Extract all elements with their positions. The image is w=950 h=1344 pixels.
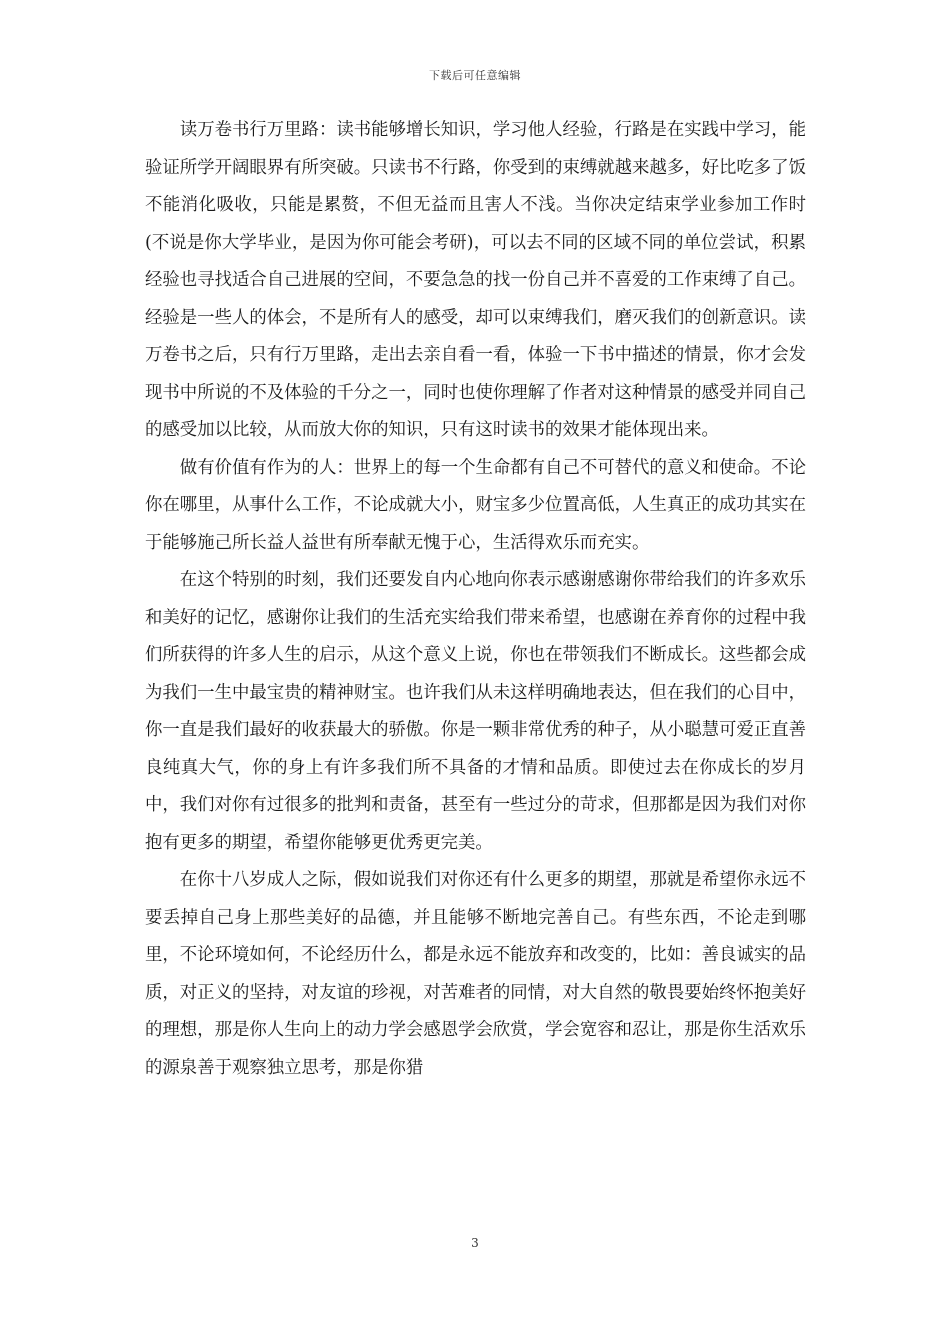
paragraph-read-and-travel: 读万卷书行万里路：读书能够增长知识，学习他人经验，行路是在实践中学习，能验证所学开阔眼界有所突破。只读书不行路，你受到的束缚就越来越多，好比吃多了饭不能消化吸收，只能是累赘，不但无益而且害人不浅。当你决定结束学业参加工作时(不说是你大学毕业，是因为你可能会考研)，可以去不同的区域不同的单位尝试，积累经验也寻找适合自己进展的空间，不要急急的找一份自己并不喜爱的工作束缚了自己。经验是一些人的体会，不是所有人的感受，却可以束缚我们，磨灭我们的创新意识。读万卷书之后，只有行万里路，走出去亲自看一看，体验一下书中描述的情景，你才会发现书中所说的不及体验的千分之一，同时也使你理解了作者对这种情景的感受并同自己的感受加以比较，从而放大你的知识，只有这时读书的效果才能体现出来。 [145, 120, 806, 440]
page-number: 3 [471, 1236, 479, 1250]
paragraph-gratitude: 在这个特别的时刻，我们还要发自内心地向你表示感谢感谢你带给我们的许多欢乐和美好的记忆，感谢你让我们的生活充实给我们带来希望，也感谢在养育你的过程中我们所获得的许多人生的启示，从这个意义上说，你也在带领我们不断成长。这些都会成为我们一生中最宝贵的精神财宝。也许我们从未这样明确地表达，但在我们的心目中，你一直是我们最好的收获最大的骄傲。你是一颗非常优秀的种子，从小聪慧可爱正直善良纯真大气，你的身上有许多我们所不具备的才情和品质。即使过去在你成长的岁月中，我们对你有过很多的批判和责备，甚至有一些过分的苛求，但那都是因为我们对你抱有更多的期望，希望你能够更优秀更完美。 [145, 570, 806, 853]
document-body [145, 112, 806, 1087]
paragraph-eighteen-expectations: 在你十八岁成人之际，假如说我们对你还有什么更多的期望，那就是希望你永远不要丢掉自己身上那些美好的品德，并且能够不断地完善自己。有些东西，不论走到哪里，不论环境如何，不论经历什么，都是永远不能放弃和改变的，比如：善良诚实的品质，对正义的坚持，对友谊的珍视，对苦难者的同情，对大自然的敬畏要始终怀抱美好的理想，那是你人生向上的动力学会感恩学会欣赏，学会宽容和忍让，那是你生活欢乐的源泉善于观察独立思考，那是你猎 [145, 870, 806, 1078]
page-header: 下载后可任意编辑 [429, 69, 521, 82]
paragraph-valuable-person: 做有价值有作为的人：世界上的每一个生命都有自己不可替代的意义和使命。不论你在哪里，从事什么工作，不论成就大小，财宝多少位置高低，人生真正的成功其实在于能够施己所长益人益世有所奉献无愧于心，生活得欢乐而充实。 [145, 457, 806, 553]
